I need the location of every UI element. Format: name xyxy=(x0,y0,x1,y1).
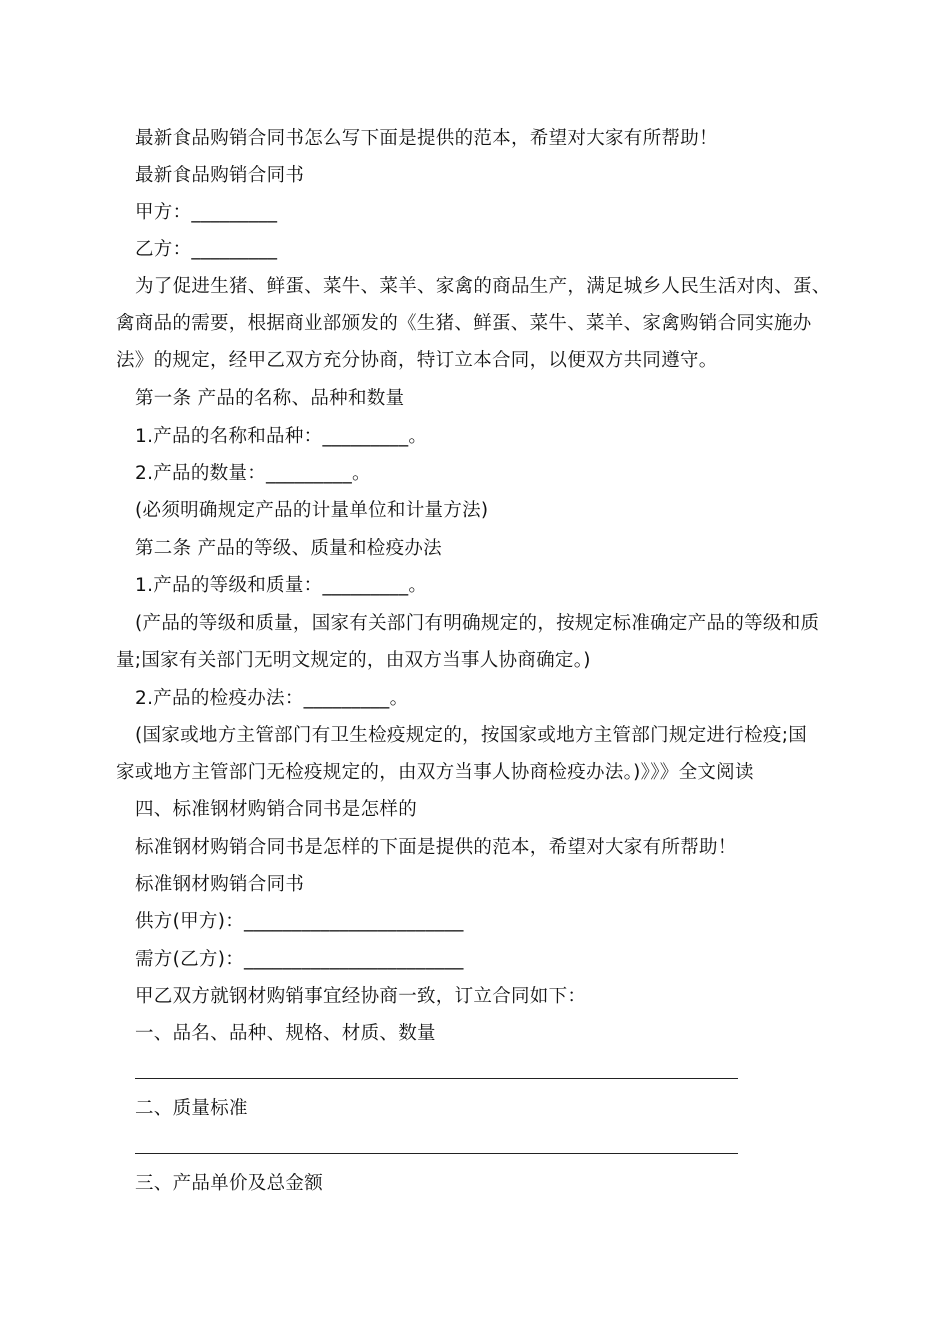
party-a-field: 甲方：_________ xyxy=(135,202,278,223)
steel-intro: 标准钢材购销合同书是怎样的下面是提供的范本，希望对大家有所帮助！ xyxy=(135,837,737,858)
article-2-heading: 第二条 产品的等级、质量和检疫办法 xyxy=(135,538,442,559)
article-2-item-1: 1.产品的等级和质量：_________。 xyxy=(135,575,428,596)
article-2-item-2: 2.产品的检疫办法：_________。 xyxy=(135,688,409,709)
buyer-field: 需方(乙方)：_______________________ xyxy=(135,949,464,970)
clause-1-blank-rule xyxy=(135,1078,738,1079)
article-2-note-2-line-2: 家或地方主管部门无检疫规定的，由双方当事人协商检疫办法。)》》》全文阅读 xyxy=(116,762,754,783)
article-2-note-line-1: (产品的等级和质量，国家有关部门有明确规定的，按规定标准确定产品的等级和质 xyxy=(135,613,820,634)
section-4-heading: 四、标准钢材购销合同书是怎样的 xyxy=(135,799,418,820)
contract-title: 最新食品购销合同书 xyxy=(135,165,305,186)
clause-2-blank-rule xyxy=(135,1153,738,1154)
clause-2-heading: 二、质量标准 xyxy=(135,1098,248,1119)
supplier-field: 供方(甲方)：_______________________ xyxy=(135,911,464,932)
article-2-note-line-2: 量;国家有关部门无明文规定的，由双方当事人协商确定。) xyxy=(116,650,591,671)
intro-paragraph: 最新食品购销合同书怎么写下面是提供的范本，希望对大家有所帮助！ xyxy=(135,128,718,149)
steel-contract-title: 标准钢材购销合同书 xyxy=(135,874,305,895)
clause-1-heading: 一、品名、品种、规格、材质、数量 xyxy=(135,1023,436,1044)
clause-3-heading: 三、产品单价及总金额 xyxy=(135,1173,324,1194)
article-2-note-2-line-1: (国家或地方主管部门有卫生检疫规定的，按国家或地方主管部门规定进行检疫;国 xyxy=(135,725,808,746)
article-1-note: (必须明确规定产品的计量单位和计量方法) xyxy=(135,500,489,521)
steel-preamble: 甲乙双方就钢材购销事宜经协商一致，订立合同如下： xyxy=(135,986,587,1007)
party-b-field: 乙方：_________ xyxy=(135,239,278,260)
article-1-item-1: 1.产品的名称和品种：_________。 xyxy=(135,426,428,447)
preamble-line-1: 为了促进生猪、鲜蛋、菜牛、菜羊、家禽的商品生产，满足城乡人民生活对肉、蛋、 xyxy=(135,276,831,297)
article-1-heading: 第一条 产品的名称、品种和数量 xyxy=(135,388,405,409)
article-1-item-2: 2.产品的数量：_________。 xyxy=(135,463,371,484)
preamble-line-3: 法》的规定，经甲乙双方充分协商，特订立本合同，以便双方共同遵守。 xyxy=(116,350,718,371)
preamble-line-2: 禽商品的需要，根据商业部颁发的《生猪、鲜蛋、菜牛、菜羊、家禽购销合同实施办 xyxy=(116,313,812,334)
